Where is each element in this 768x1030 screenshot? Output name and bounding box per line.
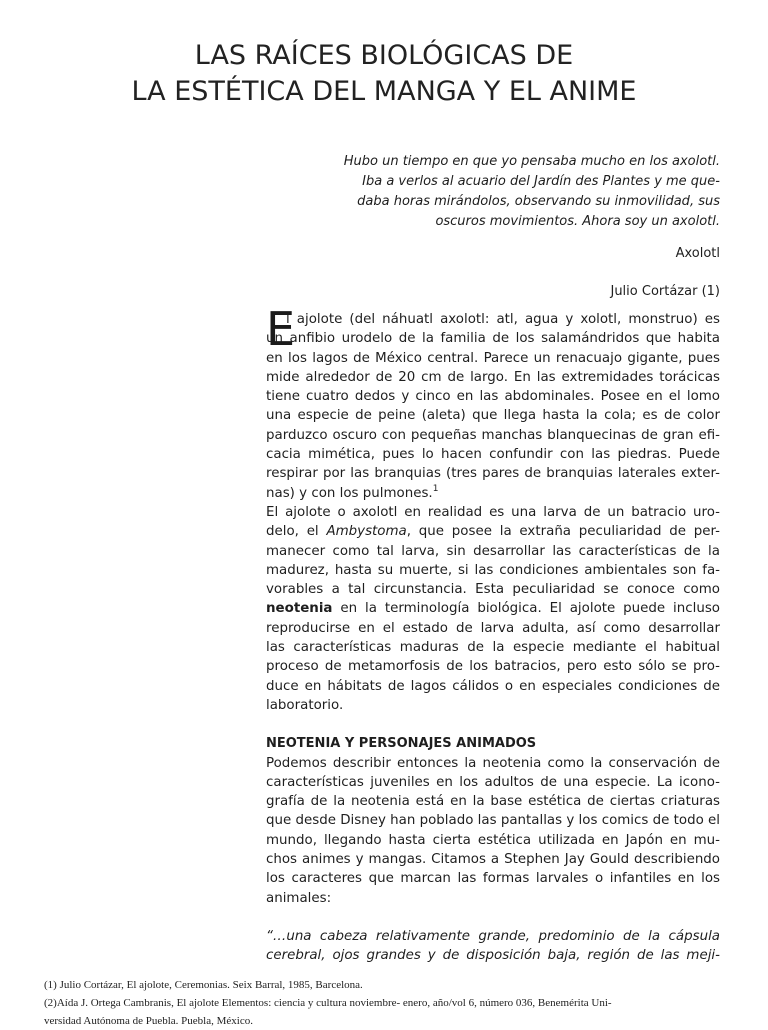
drop-cap: E (266, 302, 296, 356)
body-line: cacia mimética, pues lo hacen confundir con las piedras. Puede (266, 447, 720, 463)
article-body (266, 302, 720, 966)
body-text: delo, el (266, 524, 327, 540)
paragraph-3 (266, 754, 720, 908)
spacer (266, 908, 720, 927)
footnote-2-line-1: (2)Aída J. Ortega Cambranis, El ajolote Elementos: ciencia y cultura noviembre- enero, año/vol 6, número 036, Benemérita Uni- (44, 997, 612, 1009)
body-line: manecer como tal larva, sin desarrollar las características de la (266, 543, 720, 559)
footnote-2-line-2: versidad Autónoma de Puebla. Puebla, México. (44, 1015, 253, 1027)
title-line-2: LA ESTÉTICA DEL MANGA Y EL ANIME (131, 76, 637, 107)
body-line: características juveniles en los adultos de una especie. La icono- (266, 774, 720, 790)
body-text: nas) y con los pulmones. (266, 485, 433, 501)
italic-term: Ambystoma (326, 524, 407, 540)
body-line: reproducirse en el estado de larva adulta, así como desarrollar (266, 620, 720, 636)
bold-term: neotenia (266, 601, 333, 617)
body-line: proceso de metamorfosis de los batracios, pero esto sólo se pro- (266, 659, 720, 675)
body-line: vorables a tal circunstancia. Esta peculiaridad se conoce como (266, 582, 720, 598)
epigraph (300, 152, 720, 232)
body-line: grafía de la neotenia está en la base estética de ciertas criaturas (266, 794, 720, 810)
body-line: duce en hábitats de lagos cálidos o en especiales condiciones de (266, 678, 720, 694)
body-line (266, 484, 720, 503)
body-line: chos animes y mangas. Citamos a Stephen Jay Gould describiendo (266, 852, 720, 868)
body-line: laboratorio. (266, 697, 344, 713)
quote-line: cerebral, ojos grandes y de disposición baja, región de las meji- (266, 948, 720, 964)
footnote-ref: 1 (432, 483, 439, 494)
body-line: en los lagos de México central. Parece un renacuajo gigante, pues (266, 350, 720, 366)
epigraph-line: oscuros movimientos. Ahora soy un axolotl. (435, 214, 720, 229)
body-text: en la terminología biológica. El ajolote puede incluso (332, 601, 720, 617)
body-line: El ajolote o axolotl en realidad es una larva de un batracio uro- (266, 504, 720, 520)
body-line: que desde Disney han poblado las pantallas y los comics de todo el (266, 813, 720, 829)
body-line: mide alrededor de 20 cm de largo. En las extremidades torácicas (266, 369, 720, 385)
epigraph-line: Iba a verlos al acuario del Jardín des Plantes y me que- (362, 174, 720, 189)
footnotes (44, 976, 744, 1030)
epigraph-line: Hubo un tiempo en que yo pensaba mucho en los axolotl. (343, 154, 720, 169)
body-line: los caracteres que marcan las formas larvales o infantiles en los (266, 871, 720, 887)
quote-line: “…una cabeza relativamente grande, predominio de la cápsula (266, 928, 720, 944)
section-heading: NEOTENIA Y PERSONAJES ANIMADOS (266, 736, 537, 752)
body-line: mundo, llegando hasta cierta estética utilizada en Japón en mu- (266, 832, 720, 848)
body-line (266, 522, 720, 541)
title-line-1: LAS RAÍCES BIOLÓGICAS DE (194, 40, 574, 71)
footnote-1: (1) Julio Cortázar, El ajolote, Ceremonias. Seix Barral, 1985, Barcelona. (44, 979, 363, 991)
article-title (0, 38, 768, 110)
epigraph-line: daba horas mirándolos, observando su inmovilidad, sus (357, 194, 720, 209)
block-quote (266, 927, 720, 966)
body-text: , que posee la extraña peculiaridad de per- (406, 524, 720, 540)
body-line: l ajolote (del náhuatl axolotl: atl, agua y xolotl, monstruo) es (286, 312, 720, 327)
body-line: parduzco oscuro con pequeñas manchas blanquecinas de gran efi- (266, 427, 720, 443)
body-line: animales: (266, 890, 332, 906)
epigraph-source-author: Julio Cortázar (1) (610, 284, 720, 299)
body-line: madurez, hasta su muerte, si las condiciones ambientales son fa- (266, 562, 720, 578)
body-line: las características maduras de la especie mediante el habitual (266, 640, 720, 656)
body-line (266, 599, 720, 618)
body-line: un anfibio urodelo de la familia de los salamándridos que habita (266, 331, 720, 347)
epigraph-source-title: Axolotl (675, 246, 720, 261)
body-line: una especie de peine (aleta) que llega hasta la cola; es de color (266, 408, 720, 424)
body-line: Podemos describir entonces la neotenia como la conservación de (266, 755, 720, 771)
body-line: tiene cuatro dedos y cinco en las abdominales. Posee en el lomo (266, 389, 720, 405)
paragraph-2 (266, 503, 720, 715)
paragraph-1 (266, 302, 720, 503)
body-line: respirar por las branquias (tres pares de branquias laterales exter- (266, 466, 720, 482)
